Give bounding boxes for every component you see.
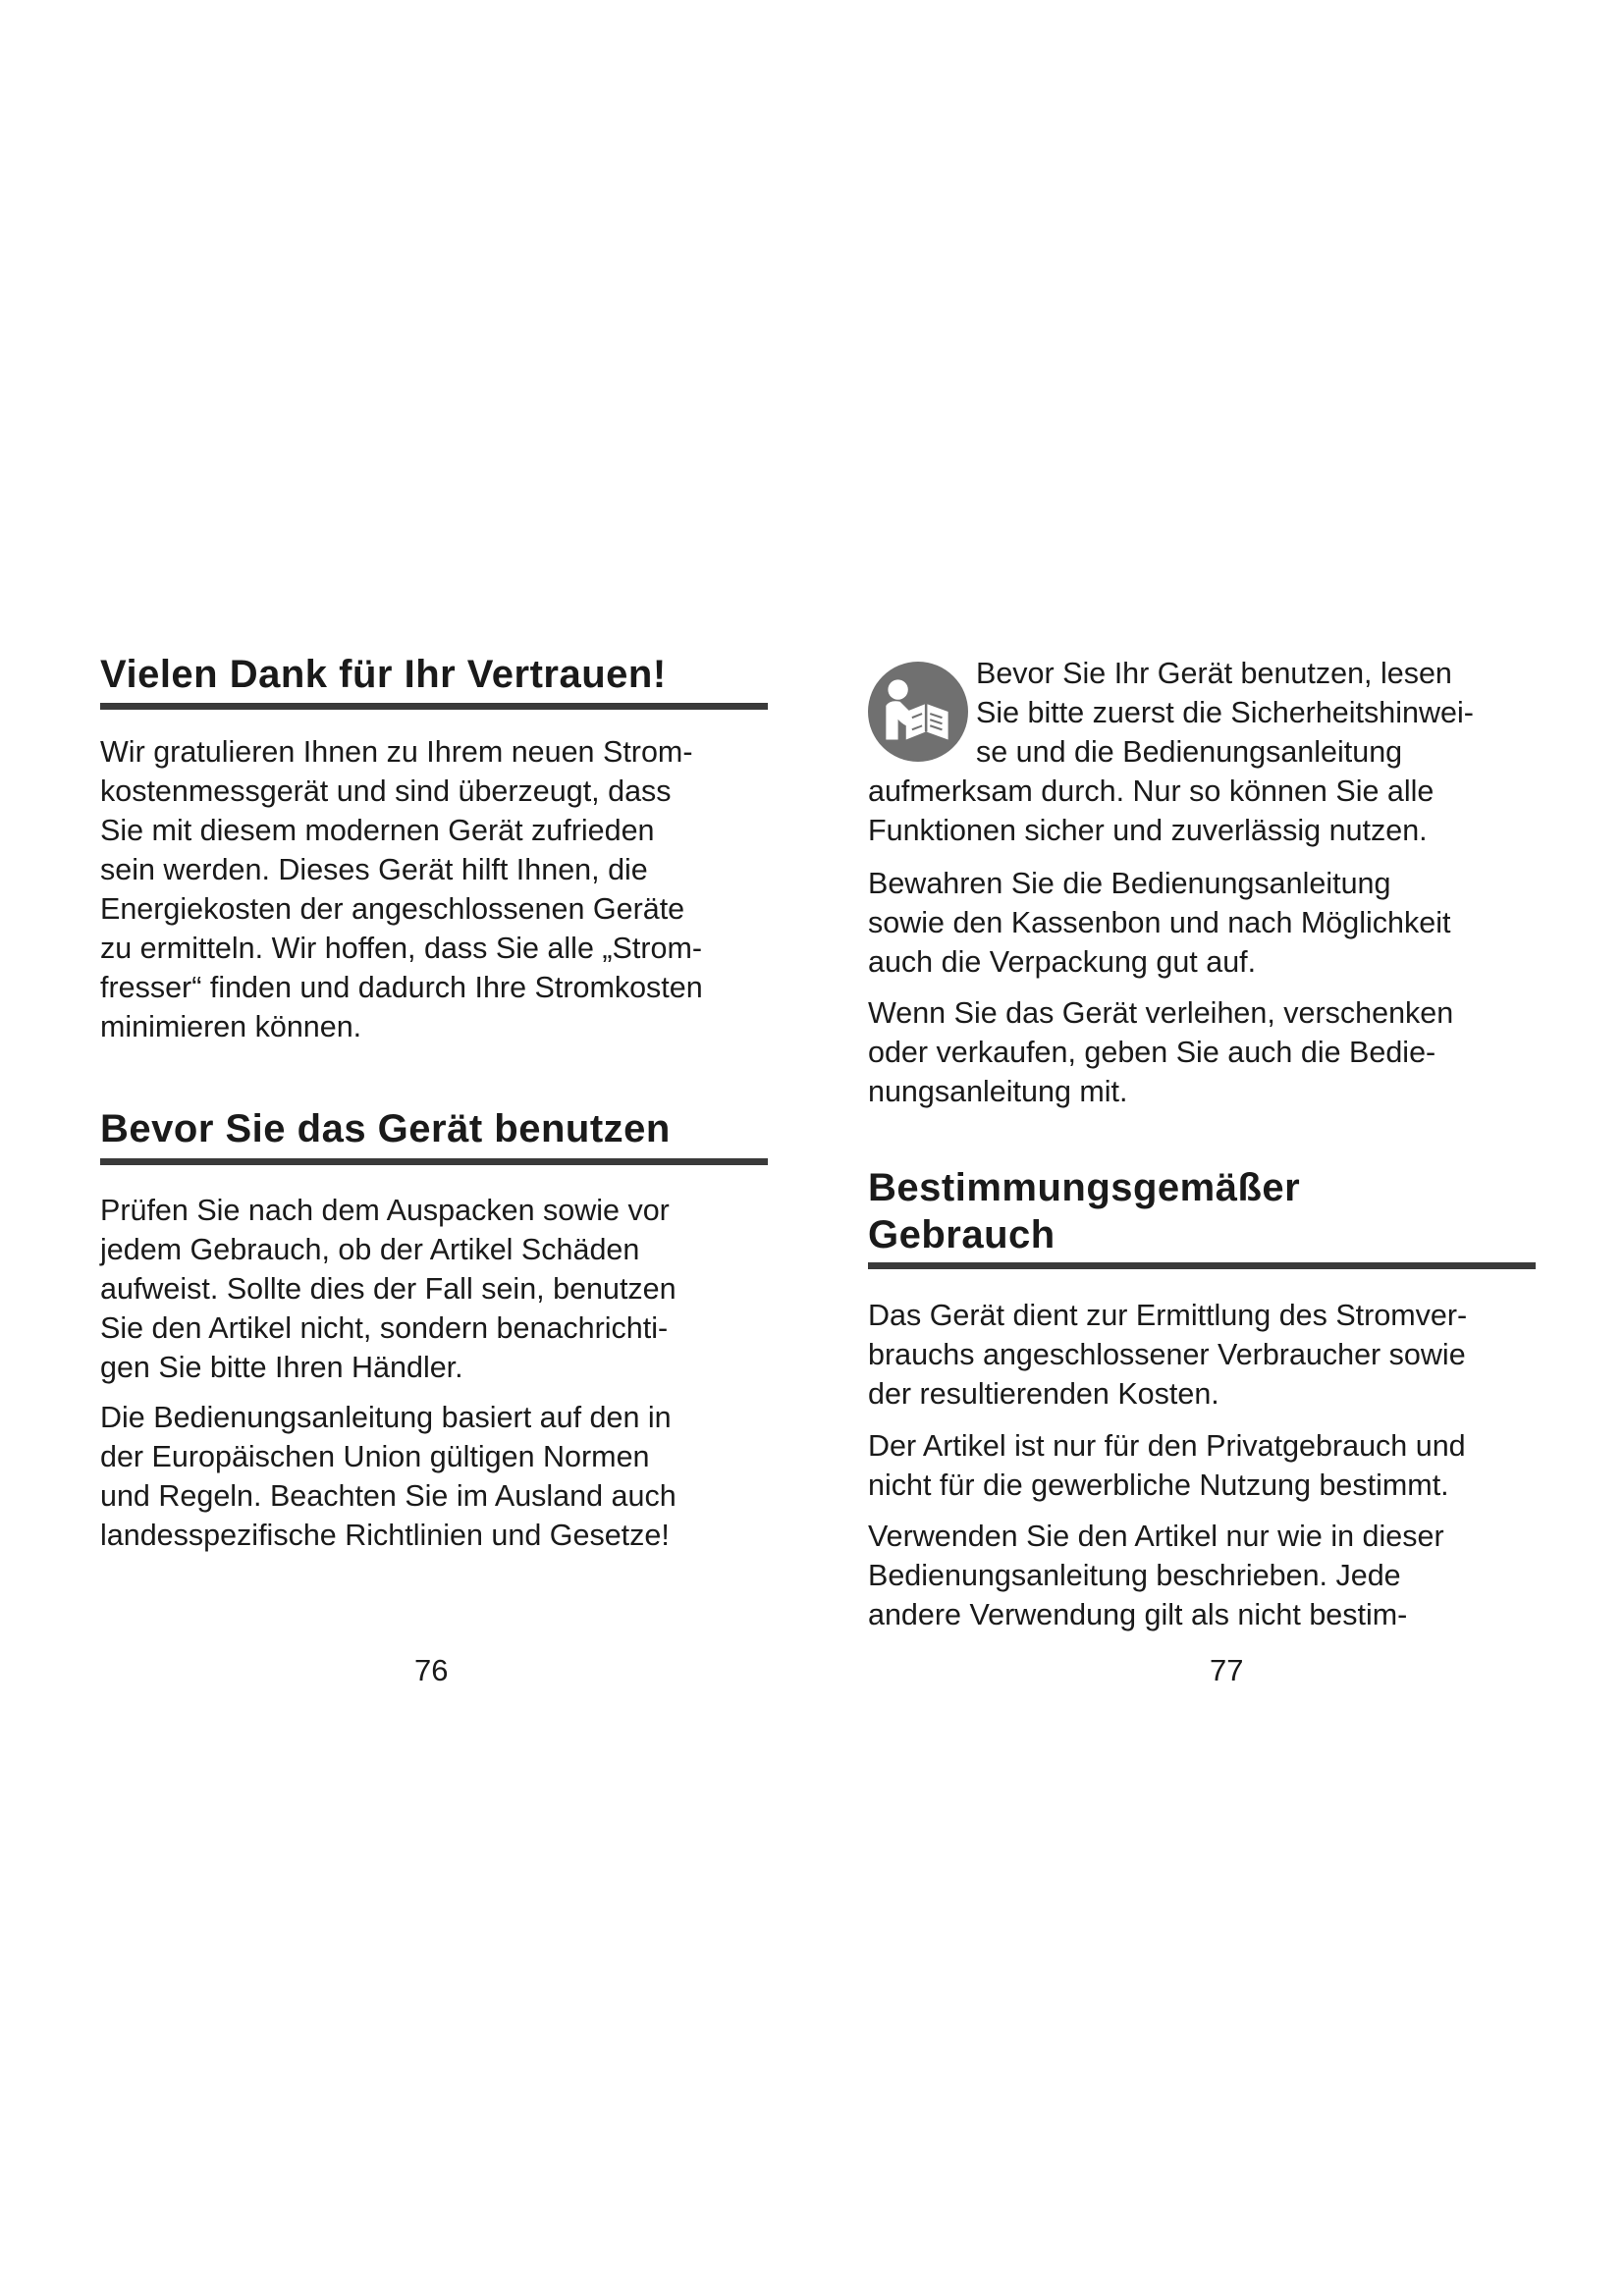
heading-rule xyxy=(868,1262,1536,1269)
norms-paragraph: Die Bedienungsanleitung basiert auf den in der Europäischen Union gültigen Normen und Regeln. Beachten Sie im Ausland auch landesspezifische Richtlinien und Gesetze! xyxy=(100,1401,677,1552)
keep-paragraph: Bewahren Sie die Bedienungsanleitung sowie den Kassenbon und nach Möglichkeit auch die Verpackung gut auf. xyxy=(868,867,1451,979)
page-number-left: 76 xyxy=(414,1653,449,1687)
intro-paragraph: Wir gratulieren Ihnen zu Ihrem neuen Strom- kostenmessgerät und sind überzeugt, dass Sie mit diesem modernen Gerät zufrieden sein werden. Dieses Gerät hilft Ihnen, die Energiekosten der angeschlossenen Geräte zu ermitteln. Wir hoffen, dass Sie alle „Strom- fresser“ finden und dadurch Ihre Stromkosten minimieren können. xyxy=(100,735,703,1043)
usage-paragraph: Verwenden Sie den Artikel nur wie in dieser Bedienungsanleitung beschrieben. Jede andere Verwendung gilt als nicht bestim- xyxy=(868,1520,1444,1631)
check-paragraph: Prüfen Sie nach dem Auspacken sowie vor jedem Gebrauch, ob der Artikel Schäden aufweist. Sollte dies der Fall sein, benutzen Sie den Artikel nicht, sondern benachrichti- gen Sie bitte Ihren Händler. xyxy=(100,1194,677,1384)
heading-before-use: Bevor Sie das Gerät benutzen xyxy=(100,1107,671,1150)
page-number-right: 77 xyxy=(1210,1653,1244,1687)
heading-intended-use: Bestimmungsgemäßer Gebrauch xyxy=(868,1166,1301,1256)
lend-paragraph: Wenn Sie das Gerät verleihen, verschenken oder verkaufen, geben Sie auch die Bedie- nungsanleitung mit. xyxy=(868,996,1454,1108)
purpose-paragraph: Das Gerät dient zur Ermittlung des Stromver- brauchs angeschlossener Verbraucher sowie der resultierenden Kosten. xyxy=(868,1299,1468,1411)
private-use-paragraph: Der Artikel ist nur für den Privatgebrauch und nicht für die gewerbliche Nutzung bestimmt. xyxy=(868,1429,1466,1502)
read-instructions-continued: aufmerksam durch. Nur so können Sie alle Funktionen sicher und zuverlässig nutzen. xyxy=(868,774,1435,847)
read-instructions-text: Bevor Sie Ihr Gerät benutzen, lesen Sie bitte zuerst die Sicherheitshinwei- se und die Bedienungsanleitung xyxy=(976,657,1474,769)
heading-rule xyxy=(100,703,768,710)
read-manual-icon xyxy=(868,662,968,762)
heading-thank-you: Vielen Dank für Ihr Vertrauen! xyxy=(100,653,667,696)
heading-rule xyxy=(100,1158,768,1165)
